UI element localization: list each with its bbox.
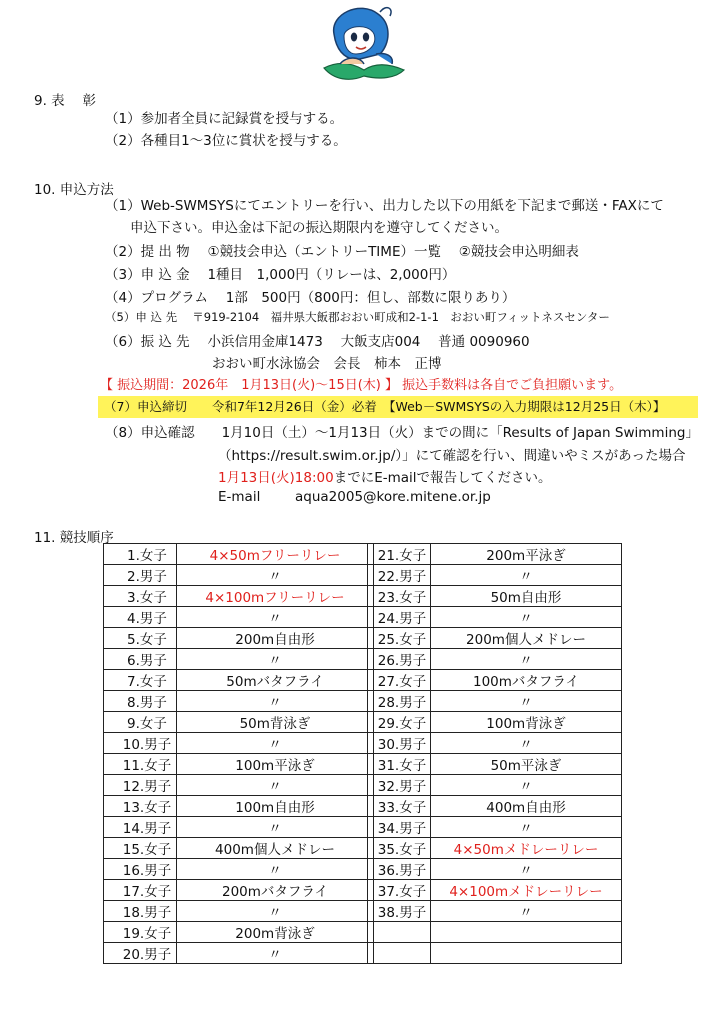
mascot-illustration [320,4,410,86]
event-number: 7.女子 [104,670,177,691]
table-row [368,859,622,880]
event-number: 9.女子 [104,712,177,733]
section10-line4: （4）プログラム 1部 500円（800円：但し、部数に限りあり） [105,290,516,306]
event-name: 〃 [177,607,374,628]
table-row [368,565,622,586]
event-number: 18.男子 [104,901,177,922]
table-row [104,691,374,712]
table-row [368,712,622,733]
event-number: 11.女子 [104,754,177,775]
event-name: 200m平泳ぎ [431,544,622,565]
event-number: 29.女子 [368,712,431,733]
table-row [368,733,622,754]
event-name: 〃 [177,943,374,964]
event-number: 12.男子 [104,775,177,796]
event-name: 〃 [177,649,374,670]
section9-item-1: （1）参加者全員に記録賞を授与する。 [105,111,344,127]
event-number: 38.男子 [368,901,431,922]
event-name: 400m自由形 [431,796,622,817]
table-row [104,733,374,754]
section10-line3: （3）申 込 金 1種目 1,000円（リレーは、2,000円） [105,267,456,283]
table-row [368,691,622,712]
table-row [104,565,374,586]
transfer-period-notice: 【 振込期間：2026年 1月13日(火)～15日(木) 】 振込手数料は各自でご負担願います。 [100,378,623,393]
section9-title: 9. 表 彰 [34,93,96,109]
event-number [368,922,431,943]
event-number: 28.男子 [368,691,431,712]
section10-line8a: （8）申込確認 1月10日（土）～1月13日（火）までの間に「Results of Japan Swimming」 [105,425,699,441]
section10-line8c [218,466,552,486]
section10-line5: （5）申 込 先 〒919-2104 福井県大飯郡おおい町成和2-1-1 おおい町フィットネスセンター [105,310,610,324]
event-name: 〃 [431,775,622,796]
event-name: 100m平泳ぎ [177,754,374,775]
event-number: 36.男子 [368,859,431,880]
deadline-highlight: （7）申込締切 令和7年12月26日（金）必着 【Web－SWMSYSの入力期限は12月25日（木）】 [98,396,698,418]
event-number: 16.男子 [104,859,177,880]
table-row [368,838,622,859]
event-name: 〃 [177,733,374,754]
event-number: 19.女子 [104,922,177,943]
event-name: 〃 [431,565,622,586]
table-row [104,754,374,775]
event-name: 〃 [177,691,374,712]
event-name: 50m自由形 [431,586,622,607]
event-number: 20.男子 [104,943,177,964]
event-name: 〃 [431,607,622,628]
table-row [104,649,374,670]
table-row [368,922,622,943]
table-row [368,607,622,628]
event-name: 〃 [431,817,622,838]
event-number: 23.女子 [368,586,431,607]
event-name [431,942,622,963]
section10-line1a: （1）Web-SWMSYSにてエントリーを行い、出力した以下の用紙を下記まで郵送・FAXにて [105,198,664,214]
section10-line8b: （https://result.swim.or.jp/）」にて確認を行い、間違いやミスがあった場合 [218,448,686,464]
table-row [104,796,374,817]
event-number: 34.男子 [368,817,431,838]
section10-line6a: （6）振 込 先 小浜信用金庫1473 大飯支店004 普通 0090960 [105,334,530,350]
event-number: 21.女子 [368,544,431,565]
table-row [368,796,622,817]
event-name: 50m平泳ぎ [431,754,622,775]
event-order-table-right [367,543,622,964]
event-name: 〃 [431,649,622,670]
report-deadline: 1月13日(火)18:00 [218,470,334,486]
table-row [104,628,374,649]
event-name: 〃 [431,901,622,922]
event-number: 1.女子 [104,544,177,565]
event-number: 32.男子 [368,775,431,796]
event-number: 13.女子 [104,796,177,817]
event-name: 4×100mメドレーリレー [431,880,622,901]
event-number: 3.女子 [104,586,177,607]
event-number: 30.男子 [368,733,431,754]
table-row [104,901,374,922]
event-number: 10.男子 [104,733,177,754]
event-number: 33.女子 [368,796,431,817]
table-row [368,901,622,922]
table-row [368,775,622,796]
event-number: 14.男子 [104,817,177,838]
event-number: 6.男子 [104,649,177,670]
table-row [104,817,374,838]
table-row [104,859,374,880]
event-number: 5.女子 [104,628,177,649]
event-name: 50m背泳ぎ [177,712,374,733]
table-row [104,922,374,943]
table-row [368,628,622,649]
table-row [104,880,374,901]
table-row [368,754,622,775]
event-name: 200m個人メドレー [431,628,622,649]
section10-line6b: おおい町水泳協会 会長 柿本 正博 [212,356,442,372]
event-number: 37.女子 [368,880,431,901]
email-label: E-mail [218,489,261,505]
event-number: 2.男子 [104,565,177,586]
event-name: 4×50mメドレーリレー [431,838,622,859]
event-number: 31.女子 [368,754,431,775]
event-number: 26.男子 [368,649,431,670]
event-name: 50mバタフライ [177,670,374,691]
event-name: 400m個人メドレー [177,838,374,859]
event-name: 100m背泳ぎ [431,712,622,733]
event-order-table-left [103,543,374,964]
table-row [104,586,374,607]
event-name: 〃 [177,901,374,922]
event-name: 4×100mフリーリレー [177,586,374,607]
table-row [104,670,374,691]
table-row [104,607,374,628]
event-number: 8.男子 [104,691,177,712]
email-address[interactable]: aqua2005@kore.mitene.or.jp [295,489,491,505]
event-name: 4×50mフリーリレー [177,544,374,565]
event-name: 200m背泳ぎ [177,922,374,943]
event-number [368,942,431,963]
table-row [368,544,622,565]
section11-title: 11. 競技順序 [34,530,114,546]
event-number: 24.男子 [368,607,431,628]
event-number: 22.男子 [368,565,431,586]
event-name: 200m自由形 [177,628,374,649]
event-name: 〃 [177,859,374,880]
event-number: 35.女子 [368,838,431,859]
event-name: 100mバタフライ [431,670,622,691]
event-number: 27.女子 [368,670,431,691]
table-row [104,943,374,964]
table-row [368,670,622,691]
event-number: 17.女子 [104,880,177,901]
report-instruction: までにE-mailで報告してください。 [333,470,552,486]
event-number: 15.女子 [104,838,177,859]
event-name: 〃 [431,691,622,712]
section9-item-2: （2）各種目1～3位に賞状を授与する。 [105,133,347,149]
event-name: 〃 [431,733,622,754]
section10-line2: （2）提 出 物 ①競技会申込（エントリーTIME）一覧 ②競技会申込明細表 [105,244,579,260]
event-name: 〃 [177,817,374,838]
event-number: 25.女子 [368,628,431,649]
table-row [104,775,374,796]
table-row [368,880,622,901]
event-name: 100m自由形 [177,796,374,817]
event-name: 〃 [177,565,374,586]
table-row [104,544,374,565]
table-row [104,712,374,733]
section10-line1b: 申込下さい。申込金は下記の振込期限内を遵守してください。 [130,220,508,236]
table-row [104,838,374,859]
event-name: 〃 [177,775,374,796]
event-name: 〃 [431,859,622,880]
table-row [368,817,622,838]
event-name [431,922,622,943]
event-name: 200mバタフライ [177,880,374,901]
event-number: 4.男子 [104,607,177,628]
section10-title: 10. 申込方法 [34,182,114,198]
table-row [368,942,622,963]
table-row [368,649,622,670]
table-row [368,586,622,607]
